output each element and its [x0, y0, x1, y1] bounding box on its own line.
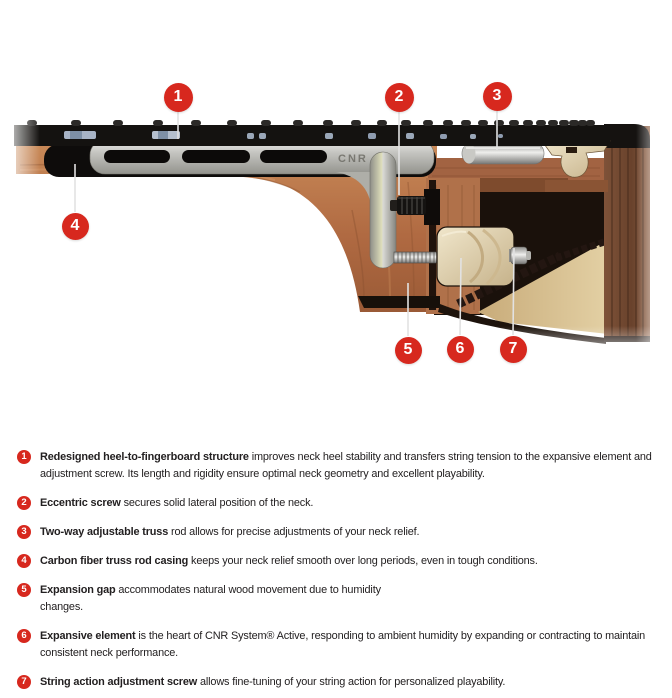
legend-text-2: Eccentric screw secures solid lateral position of the neck.	[40, 497, 314, 509]
legend-badge-3: 3	[17, 525, 31, 539]
legend-item-7	[17, 674, 657, 691]
legend-text-5: Expansion gap accommodates natural wood movement due to humidity changes.	[40, 584, 381, 613]
legend-badge-7: 7	[17, 675, 31, 689]
legend-list	[17, 449, 657, 698]
callout-badge-5: 5	[395, 337, 422, 364]
legend-text-3: Two-way adjustable truss rod allows for precise adjustments of your neck relief.	[40, 526, 420, 538]
legend-badge-4: 4	[17, 554, 31, 568]
legend-badge-5: 5	[17, 583, 31, 597]
legend-badge-6: 6	[17, 629, 31, 643]
legend-item-2	[17, 495, 657, 512]
callout-line-7	[513, 248, 514, 335]
left-fade	[0, 110, 40, 360]
fretboard	[14, 123, 610, 146]
legend-badge-1: 1	[17, 450, 31, 464]
legend-item-4	[17, 553, 657, 570]
legend-badge-2: 2	[17, 496, 31, 510]
callout-line-6	[460, 258, 461, 335]
legend-item-6	[17, 628, 657, 662]
legend-item-1	[17, 449, 657, 483]
callout-badge-4: 4	[62, 213, 89, 240]
expansive-element	[437, 227, 514, 286]
legend-text-7: String action adjustment screw allows fine-tuning of your string action for personalized playability.	[40, 676, 506, 688]
metal-structure	[90, 140, 434, 268]
legend-item-3	[17, 524, 657, 541]
legend-text-1: Redesigned heel-to-fingerboard structure improves neck heel stability and transfers string tension to the expansive element and adjustment screw. Its length and rigidity ensure optimal neck geometry and excellent playability.	[40, 451, 652, 480]
heel-bottom-edge	[358, 296, 440, 308]
legend-text-4: Carbon fiber truss rod casing keeps your neck relief smooth over long periods, even in tough conditions.	[40, 555, 538, 567]
legend-item-5	[17, 582, 657, 616]
cnr-stamp: CNR	[338, 153, 368, 165]
callout-badge-3: 3	[483, 82, 512, 111]
callout-badge-1: 1	[164, 83, 193, 112]
threaded-rod	[394, 252, 442, 263]
callout-badge-7: 7	[500, 336, 527, 363]
legend-text-6: Expansive element is the heart of CNR System® Active, responding to ambient humidity by expanding or contracting to maintain consistent neck performance.	[40, 630, 646, 659]
callout-badge-6: 6	[447, 336, 474, 363]
truss-rod	[462, 143, 544, 164]
callout-badge-2: 2	[385, 83, 414, 112]
